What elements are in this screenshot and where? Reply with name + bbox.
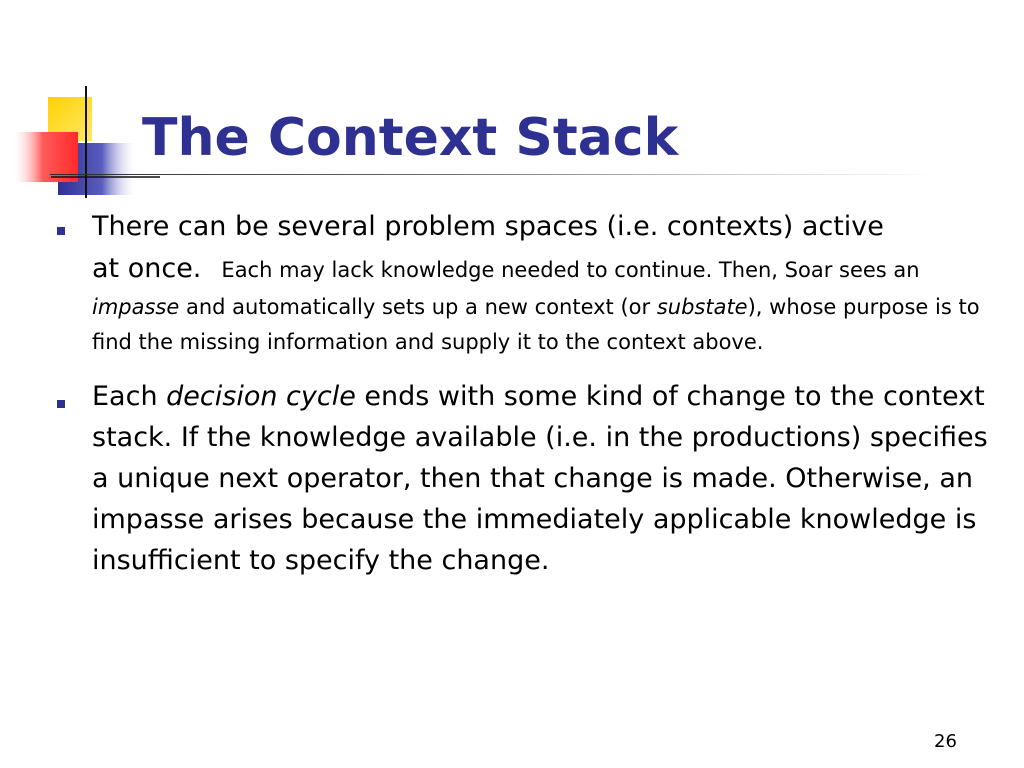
bullet-body	[92, 206, 997, 360]
bullet-item	[50, 206, 1000, 360]
title-divider	[50, 174, 940, 175]
bullet-text: and automatically sets up a new context (or	[179, 295, 657, 319]
bullet-tail	[92, 253, 980, 354]
emphasis-text: impasse	[92, 295, 180, 319]
bullet-body	[92, 376, 997, 581]
bullet-line: There can be several problem spaces (i.e. contexts) active	[92, 211, 884, 242]
bullet-square-icon	[57, 400, 65, 408]
bullet-text: at once.	[92, 253, 202, 284]
bullet-item	[50, 376, 1000, 581]
bullet-text: Each may lack knowledge needed to continue. Then, Soar sees an	[221, 258, 920, 282]
bullet-text: ends with some kind of change to the context stack. If the knowledge available (i.e. in the productions) specifies a unique next operator, then that change is made. Otherwise, an impasse arises because the immediately applicable knowledge is insufficient to specify the change.	[92, 381, 988, 576]
emphasis-text: substate	[656, 295, 748, 319]
slide-number: 26	[934, 731, 957, 752]
bullet-text: ), whose purpose is to find the missing information and supply it to the context above.	[92, 295, 980, 354]
bullet-square-icon	[57, 227, 65, 235]
slide-content	[50, 206, 1000, 581]
emphasis-text: decision cycle	[166, 381, 356, 412]
slide-title: The Context Stack	[142, 108, 679, 168]
slide-logo-icon	[0, 0, 160, 210]
bullet-text: Each	[92, 381, 167, 412]
